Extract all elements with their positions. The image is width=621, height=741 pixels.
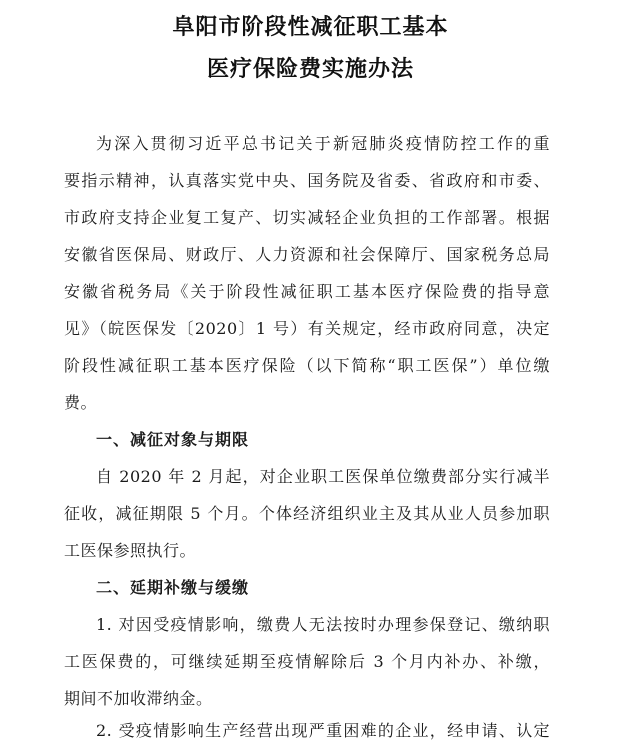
section-2-item-1-line: 期间不加收滞纳金。 (64, 689, 213, 708)
section-2-heading: 二、延期补缴与缓缴 (96, 578, 250, 597)
intro-line: 要指示精神，认真落实党中央、国务院及省委、省政府和市委、 (64, 171, 550, 190)
document-title-line-1: 阜阳市阶段性减征职工基本 (172, 14, 449, 40)
section-1-line: 自 2020 年 2 月起，对企业职工医保单位缴费部分实行减半 (96, 467, 550, 486)
document-title-line-2: 医疗保险费实施办法 (206, 56, 414, 82)
section-1-line: 征收，减征期限 5 个月。个体经济组织业主及其从业人员参加职 (64, 504, 550, 523)
section-2-item-1-line: 1. 对因受疫情影响，缴费人无法按时办理参保登记、缴纳职 (96, 615, 550, 634)
intro-line: 费。 (64, 393, 98, 412)
intro-line: 见》（皖医保发〔2020〕1 号）有关规定，经市政府同意，决定 (64, 319, 550, 338)
intro-line: 市政府支持企业复工复产、切实减轻企业负担的工作部署。根据 (64, 208, 550, 227)
section-2-item-2-line: 2. 受疫情影响生产经营出现严重困难的企业，经申请、认定 (96, 721, 550, 740)
section-1-line: 工医保参照执行。 (64, 541, 197, 560)
intro-line: 安徽省医保局、财政厅、人力资源和社会保障厅、国家税务总局 (64, 245, 550, 264)
intro-line: 安徽省税务局《关于阶段性减征职工基本医疗保险费的指导意 (64, 282, 550, 301)
intro-line: 阶段性减征职工基本医疗保险（以下简称“职工医保”）单位缴 (64, 356, 550, 375)
intro-line: 为深入贯彻习近平总书记关于新冠肺炎疫情防控工作的重 (96, 134, 550, 153)
section-2-item-1-line: 工医保费的，可继续延期至疫情解除后 3 个月内补办、补缴， (64, 652, 550, 671)
section-1-heading: 一、减征对象与期限 (96, 430, 250, 449)
